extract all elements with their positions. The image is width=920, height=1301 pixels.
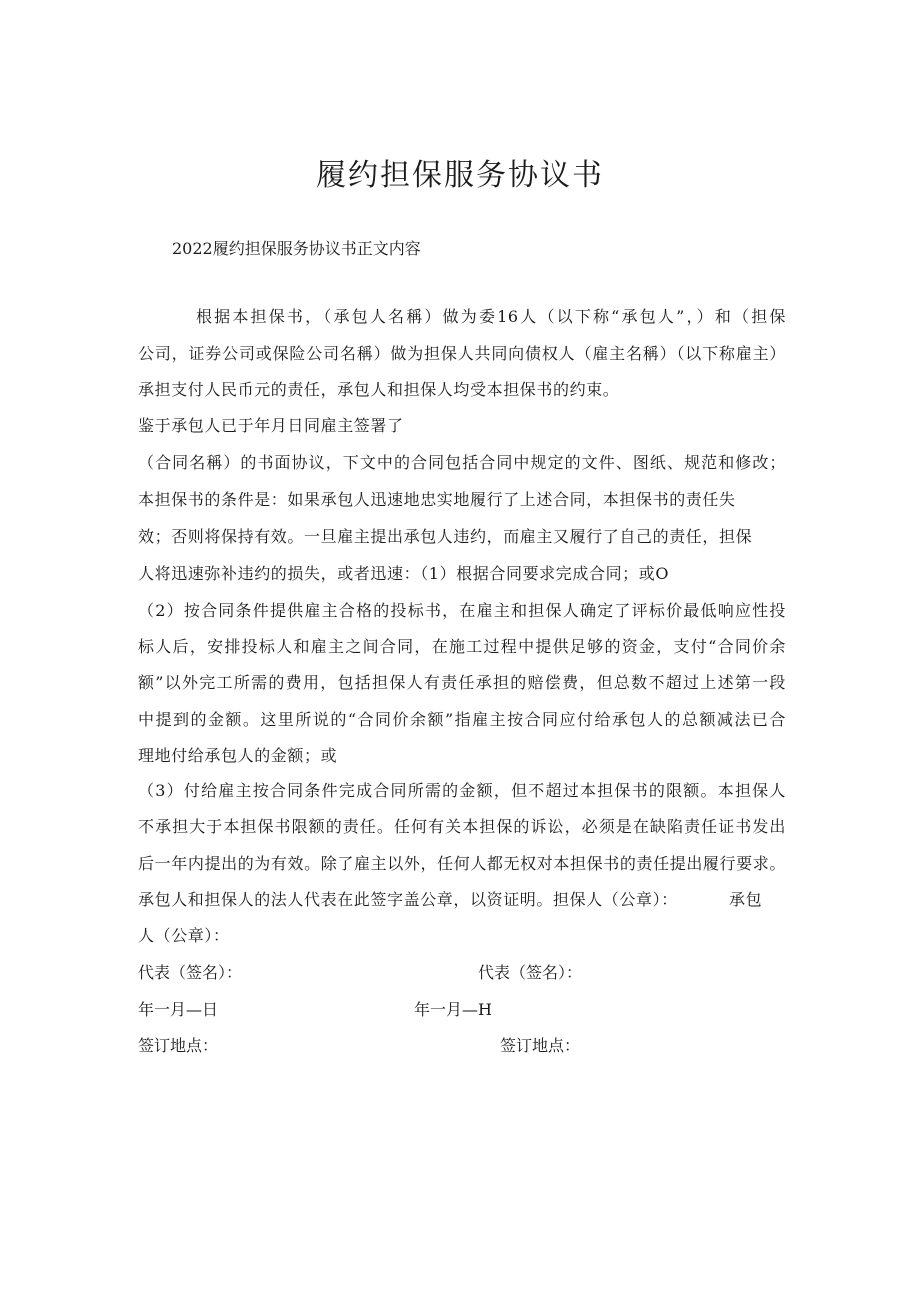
body-line-12: 中提到的金额。这里所说的“合同价余额”指雇主按合同应付给承包人的总额减法已合 [138,710,786,729]
body-line-15: 不承担大于本担保书限额的责任。任何有关本担保的诉讼，必须是在缺陷责任证书发出 [138,817,786,836]
body-line-17: 承包人和担保人的法人代表在此签字盖公章，以资证明。担保人（公章）： 承包 [138,890,763,909]
body-line-8: 人将迅速弥补违约的损失，或者迅速：（1）根据合同要求完成合同；或O [138,564,670,583]
body-line-11: 额”以外完工所需的费用，包括担保人有责任承担的赔偿费，但总数不超过上述第一段 [138,673,786,692]
representative-signature-left: 代表（签名）： [138,963,243,982]
body-line-4: 鉴于承包人已于年月日同雇主签署了 [138,416,404,435]
body-line-7: 效；否则将保持有效。一旦雇主提出承包人违约，而雇主又履行了自己的责任，担保 [138,527,753,546]
body-line-5: （合同名稱）的书面协议，下文中的合同包括合同中规定的文件、图纸、规范和修改； [138,453,786,472]
body-line-3: 承担支付人民币元的责任，承包人和担保人均受本担保书的约束。 [138,380,620,399]
document-title: 履约担保服务协议书 [316,158,604,193]
date-right: 年一月—H [414,1000,492,1019]
document-subtitle: 2022履约担保服务协议书正文内容 [172,239,421,258]
signing-place-left: 签订地点： [138,1036,219,1055]
body-line-10: 标人后，安排投标人和雇主之间合同，在施工过程中提供足够的资金，支付“合同价余 [138,637,786,656]
body-line-2: 公司，证券公司或保险公司名稱）做为担保人共同向债权人（雇主名稱）（以下称雇主） [138,344,786,363]
signing-place-right: 签订地点： [500,1036,581,1055]
body-line-16: 后一年内提出的为有效。除了雇主以外，任何人都无权对本担保书的责任提出履行要求。 [138,854,786,873]
body-line-6: 本担保书的条件是：如果承包人迅速地忠实地履行了上述合同，本担保书的责任失 [138,490,736,509]
representative-signature-right: 代表（签名）： [478,963,583,982]
body-line-14: （3）付给雇主按合同条件完成合同所需的金额，但不超过本担保书的限额。本担保人 [138,781,786,800]
body-line-18: 人（公章）： [138,926,230,945]
body-line-13: 理地付给承包人的金额；或 [138,746,338,765]
body-line-9: （2）按合同条件提供雇主合格的投标书，在雇主和担保人确定了评标价最低响应性投 [138,601,786,620]
date-left: 年一月—日 [138,1000,219,1019]
body-line-1: 根据本担保书，（承包人名稱）做为委16人（以下称“承包人”，）和（担保 [196,307,786,326]
